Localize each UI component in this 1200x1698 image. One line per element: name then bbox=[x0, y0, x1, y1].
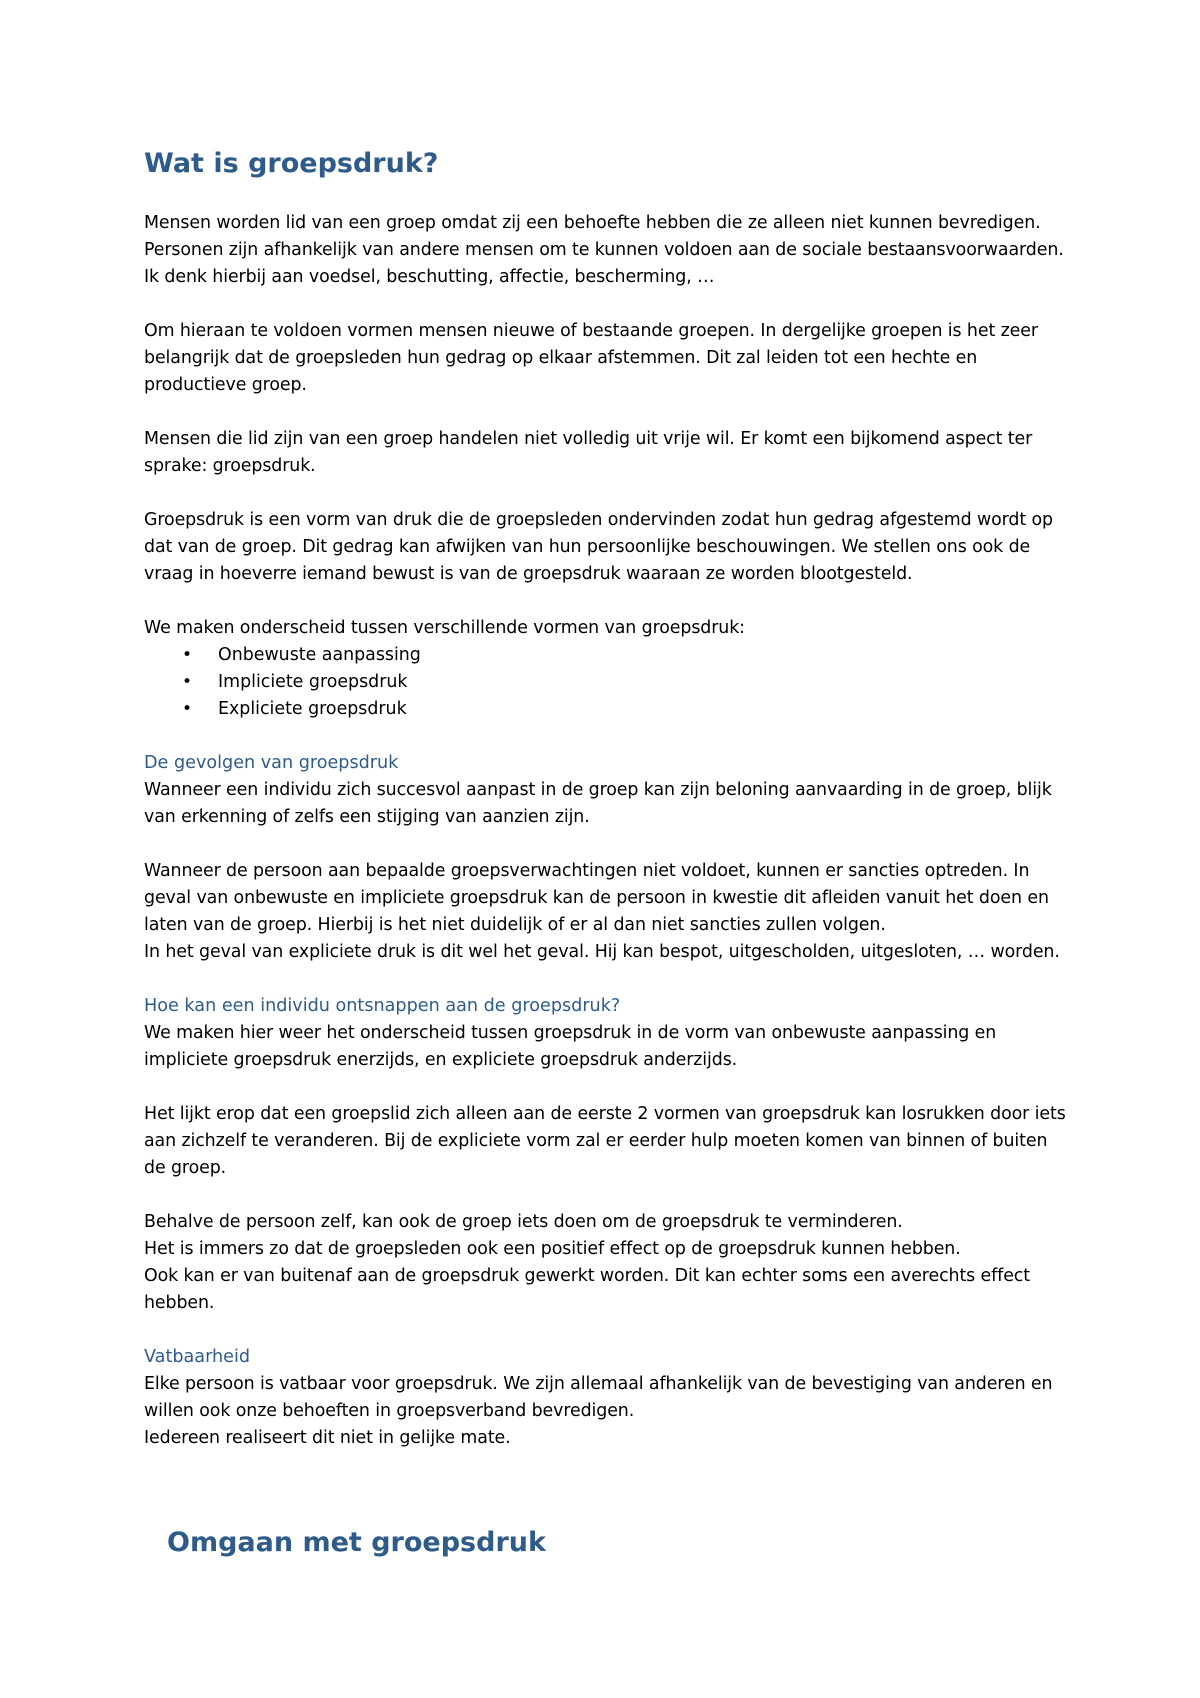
list-item: • Expliciete groepsdruk bbox=[144, 696, 1074, 723]
paragraph: Behalve de persoon zelf, kan ook de groep iets doen om de groepsdruk te verminderen. bbox=[144, 1212, 903, 1232]
paragraph: Ook kan er van buitenaf aan de groepsdruk gewerkt worden. Dit kan echter soms een averechts effect hebben. bbox=[144, 1266, 1030, 1313]
paragraph: Het is immers zo dat de groepsleden ook een positief effect op de groepsdruk kunnen hebben. bbox=[144, 1239, 961, 1259]
paragraph: Het lijkt erop dat een groepslid zich alleen aan de eerste 2 vormen van groepsdruk kan losrukken door iets aan zichzelf te veranderen. Bij de expliciete vorm zal er eerder hulp moeten komen van binnen of buiten de groep. bbox=[144, 1104, 1066, 1178]
paragraph: Wanneer een individu zich succesvol aanpast in de groep kan zijn beloning aanvaarding in de groep, blijk van erkenning of zelfs een stijging van aanzien zijn. bbox=[144, 780, 1052, 827]
paragraph: Mensen worden lid van een groep omdat zij een behoefte hebben die ze alleen niet kunnen bevredigen. Personen zijn afhankelijk van andere mensen om te kunnen voldoen aan de sociale bestaansvoorwaarden. Ik denk hierbij aan voedsel, beschutting, affectie, bescherming, … bbox=[144, 213, 1064, 287]
paragraph: We maken onderscheid tussen verschillende vormen van groepsdruk: bbox=[144, 618, 745, 638]
bullet-icon: • bbox=[182, 699, 193, 719]
document-content bbox=[144, 146, 1074, 1452]
section-heading: Hoe kan een individu ontsnappen aan de groepsdruk? bbox=[144, 996, 621, 1016]
paragraph: Mensen die lid zijn van een groep handelen niet volledig uit vrije wil. Er komt een bijkomend aspect ter sprake: groepsdruk. bbox=[144, 429, 1033, 476]
paragraph: Groepsdruk is een vorm van druk die de groepsleden ondervinden zodat hun gedrag afgestemd wordt op dat van de groep. Dit gedrag kan afwijken van hun persoonlijke beschouwingen. We stellen ons ook de vraag in hoeverre iemand bewust is van de groepsdruk waaraan ze worden blootgesteld. bbox=[144, 510, 1053, 584]
paragraph: In het geval van expliciete druk is dit wel het geval. Hij kan bespot, uitgescholden, uitgesloten, … worden. bbox=[144, 942, 1060, 962]
paragraph: We maken hier weer het onderscheid tussen groepsdruk in de vorm van onbewuste aanpassing en impliciete groepsdruk enerzijds, en expliciete groepsdruk anderzijds. bbox=[144, 1023, 997, 1070]
bullet-icon: • bbox=[182, 645, 193, 665]
section-heading: Vatbaarheid bbox=[144, 1347, 251, 1367]
forms-list bbox=[144, 642, 1074, 723]
section-heading: De gevolgen van groepsdruk bbox=[144, 753, 399, 773]
page-title: Wat is groepsdruk? bbox=[144, 148, 439, 179]
list-item: • Impliciete groepsdruk bbox=[144, 669, 1074, 696]
paragraph: Iedereen realiseert dit niet in gelijke mate. bbox=[144, 1428, 511, 1448]
list-item: • Onbewuste aanpassing bbox=[144, 642, 1074, 669]
paragraph: Elke persoon is vatbaar voor groepsdruk. We zijn allemaal afhankelijk van de bevestiging van anderen en willen ook onze behoeften in groepsverband bevredigen. bbox=[144, 1374, 1053, 1421]
paragraph: Om hieraan te voldoen vormen mensen nieuwe of bestaande groepen. In dergelijke groepen is het zeer belangrijk dat de groepsleden hun gedrag op elkaar afstemmen. Dit zal leiden tot een hechte en productieve groep. bbox=[144, 321, 1038, 395]
bullet-icon: • bbox=[182, 672, 193, 692]
next-section-heading: Omgaan met groepsdruk bbox=[167, 1527, 546, 1558]
paragraph: Wanneer de persoon aan bepaalde groepsverwachtingen niet voldoet, kunnen er sancties optreden. In geval van onbewuste en impliciete groepsdruk kan de persoon in kwestie dit afleiden vanuit het doen en laten van de groep. Hierbij is het niet duidelijk of er al dan niet sancties zullen volgen. bbox=[144, 861, 1049, 935]
